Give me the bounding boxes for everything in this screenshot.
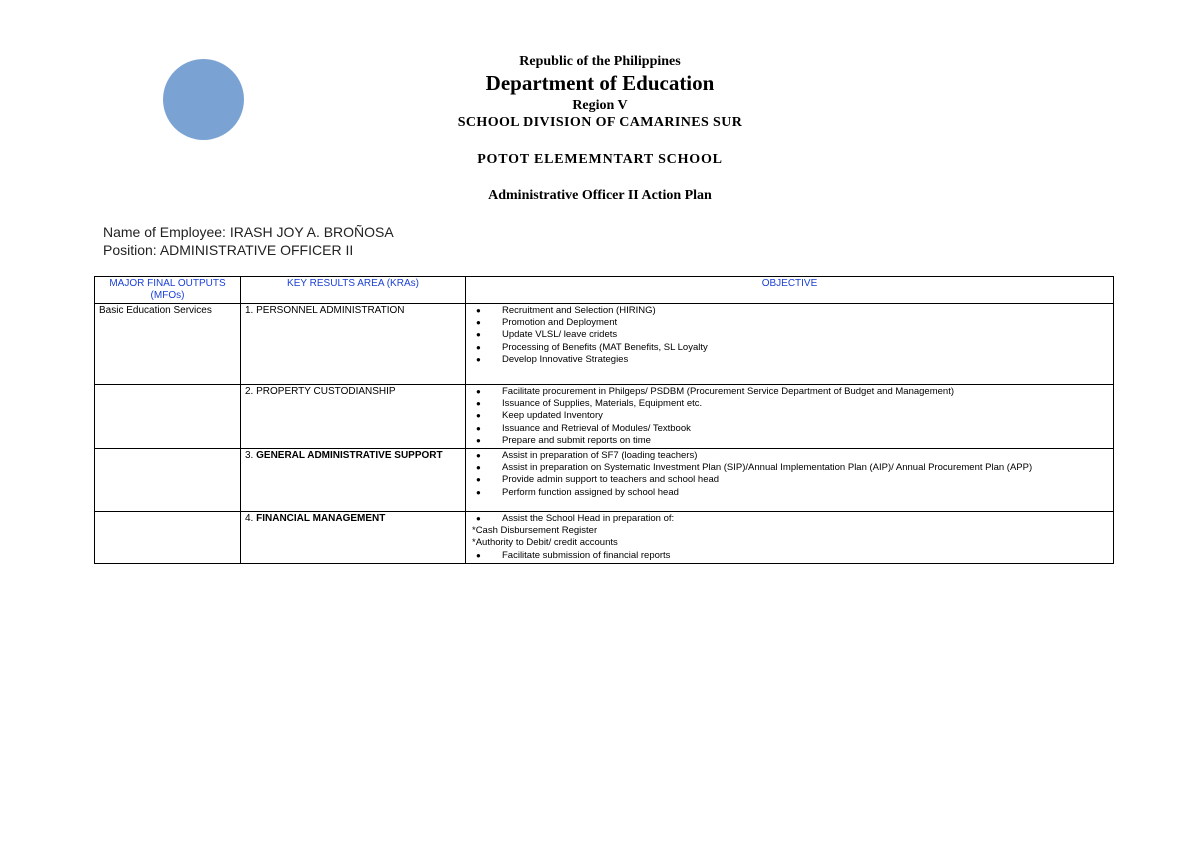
kra-label: GENERAL ADMINISTRATIVE SUPPORT	[256, 450, 443, 462]
kra-cell	[241, 512, 466, 564]
kra-cell	[241, 385, 466, 449]
list-item: ● Facilitate procurement in Philgeps/ PSDBM (Procurement Service Department of Budget and Management)	[470, 386, 1109, 398]
list-item: ● Assist the School Head in preparation of:	[470, 513, 1109, 525]
header-division: SCHOOL DIVISION OF CAMARINES SUR	[457, 115, 743, 130]
list-item: ● Recruitment and Selection (HIRING)	[470, 305, 1109, 317]
table-row	[95, 385, 1114, 449]
kra-label: PERSONNEL ADMINISTRATION	[256, 305, 405, 316]
mfo-cell	[95, 385, 241, 449]
list-item: ● Issuance and Retrieval of Modules/ Textbook	[470, 423, 1109, 435]
list-item: ● Processing of Benefits (MAT Benefits, SL Loyalty	[470, 342, 1109, 354]
header-region: Region V	[572, 98, 628, 113]
objective-cell	[466, 449, 1114, 512]
kra-number: 3.	[245, 450, 257, 462]
mfo-cell	[95, 449, 241, 512]
list-item: ● Prepare and submit reports on time	[470, 435, 1109, 447]
table-row	[95, 449, 1114, 512]
objective-cell	[466, 304, 1114, 385]
list-item: ● Keep updated Inventory	[470, 410, 1109, 422]
table-header-row	[95, 277, 1114, 304]
plan-title: Administrative Officer II Action Plan	[488, 188, 712, 203]
mfo-cell	[95, 512, 241, 564]
kra-cell	[241, 304, 466, 385]
list-item: ● Update VLSL/ leave cridets	[470, 329, 1109, 341]
list-item: ● Facilitate submission of financial reports	[470, 550, 1109, 562]
table-row	[95, 304, 1114, 385]
employee-position: Position: ADMINISTRATIVE OFFICER II	[103, 242, 354, 258]
kra-cell	[241, 449, 466, 512]
kra-number: 2.	[245, 386, 257, 397]
header-objective: OBJECTIVE	[466, 277, 1114, 304]
header-department: Department of Education	[485, 71, 715, 95]
list-item: ● Provide admin support to teachers and school head	[470, 474, 1109, 486]
list-item: ● Issuance of Supplies, Materials, Equipment etc.	[470, 398, 1109, 410]
objective-cell	[466, 512, 1114, 564]
objective-note: *Authority to Debit/ credit accounts	[472, 537, 618, 549]
employee-name: Name of Employee: IRASH JOY A. BROÑOSA	[103, 224, 394, 240]
list-item: ● Develop Innovative Strategies	[470, 354, 1109, 366]
action-plan-table	[94, 276, 1114, 564]
header-kra: KEY RESULTS AREA (KRAs)	[241, 277, 466, 304]
mfo-cell: Basic Education Services	[95, 304, 241, 385]
list-item: ● Perform function assigned by school head	[470, 487, 1109, 499]
kra-label: PROPERTY CUSTODIANSHIP	[256, 386, 396, 397]
kra-label: FINANCIAL MANAGEMENT	[256, 513, 386, 525]
kra-number: 4.	[245, 513, 257, 525]
objective-note: *Cash Disbursement Register	[472, 525, 598, 537]
header-republic: Republic of the Philippines	[519, 54, 681, 69]
list-item: ● Assist in preparation of SF7 (loading teachers)	[470, 450, 1109, 462]
deped-logo	[163, 59, 244, 140]
kra-number: 1.	[245, 305, 257, 316]
header-mfo: MAJOR FINAL OUTPUTS (MFOs)	[95, 277, 241, 304]
header-school: POTOT ELEMEMNTART SCHOOL	[477, 152, 723, 167]
list-item: ● Promotion and Deployment	[470, 317, 1109, 329]
list-item: ● Assist in preparation on Systematic Investment Plan (SIP)/Annual Implementation Plan (AIP)/ Annual Procurement Plan (APP)	[470, 462, 1109, 474]
objective-cell	[466, 385, 1114, 449]
table-row	[95, 512, 1114, 564]
